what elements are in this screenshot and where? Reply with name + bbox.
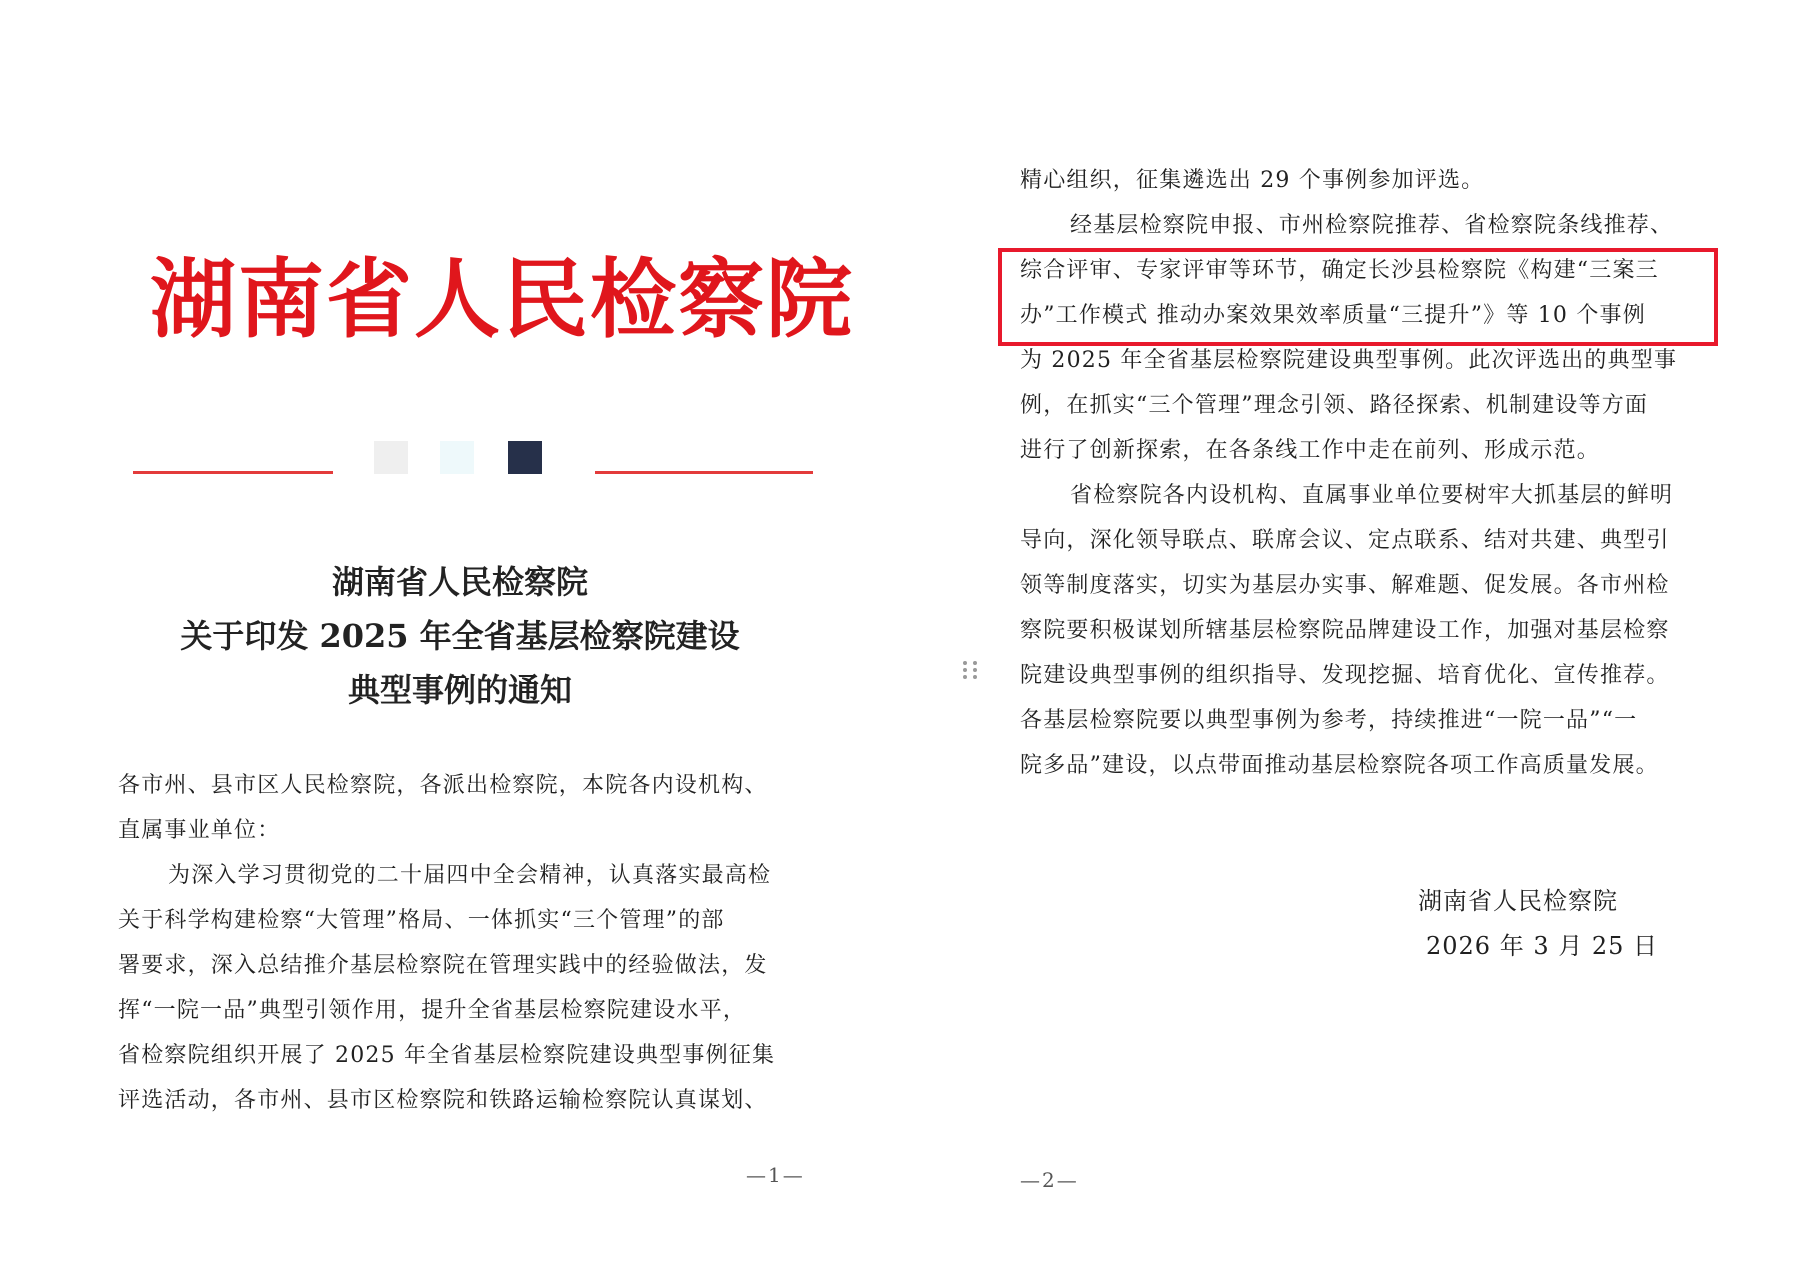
body-text-line: 省检察院组织开展了 2025 年全省基层检察院建设典型事例征集: [118, 1043, 776, 1068]
redacted-block: [508, 441, 542, 474]
document-title-line: 典型事例的通知: [347, 671, 572, 709]
document-title-line: 湖南省人民检察院: [331, 563, 588, 601]
signature-org: 湖南省人民检察院: [1418, 887, 1618, 915]
body-text-line: 省检察院各内设机构、直属事业单位要树牢大抓基层的鲜明: [1070, 483, 1674, 508]
body-text-line: 办”工作模式 推动办案效果效率质量“三提升”》等 10 个事例: [1020, 303, 1646, 328]
body-text-line: 院建设典型事例的组织指导、发现挖掘、培育优化、宣传推荐。: [1020, 663, 1670, 688]
header-red-rule-left: [133, 471, 333, 474]
drag-handle-icon[interactable]: [962, 660, 978, 688]
body-text-line: 署要求，深入总结推介基层检察院在管理实践中的经验做法，发: [118, 953, 768, 978]
body-text-line: 例，在抓实“三个管理”理念引领、路径探索、机制建设等方面: [1020, 393, 1649, 418]
body-text-line: 关于科学构建检察“大管理”格局、一体抓实“三个管理”的部: [118, 908, 725, 933]
body-text-line: 为深入学习贯彻党的二十届四中全会精神，认真落实最高检: [168, 863, 772, 888]
redacted-block: [374, 441, 408, 474]
red-highlight-box: [998, 248, 1718, 346]
page-number: —1—: [746, 1163, 805, 1187]
body-text-line: 进行了创新探索，在各条线工作中走在前列、形成示范。: [1020, 438, 1601, 463]
body-text-line: 各基层检察院要以典型事例为参考，持续推进“一院一品”“一: [1020, 708, 1638, 733]
document-title-line: 关于印发 2025 年全省基层检察院建设: [180, 617, 740, 655]
body-text-line: 经基层检察院申报、市州检察院推荐、省检察院条线推荐、: [1070, 213, 1674, 238]
header-red-rule-right: [595, 471, 813, 474]
body-text-line: 领等制度落实，切实为基层办实事、解难题、促发展。各市州检: [1020, 573, 1670, 598]
body-text-line: 综合评审、专家评审等环节，确定长沙县检察院《构建“三案三: [1020, 258, 1659, 283]
body-text-line: 挥“一院一品”典型引领作用，提升全省基层检察院建设水平，: [118, 998, 747, 1023]
header-org-title: 湖南省人民检察院: [150, 249, 854, 350]
body-text-line: 精心组织，征集遴选出 29 个事例参加评选。: [1020, 168, 1485, 193]
body-text-line: 导向，深化领导联点、联席会议、定点联系、结对共建、典型引: [1020, 528, 1670, 553]
body-text-line: 评选活动，各市州、县市区检察院和铁路运输检察院认真谋划、: [118, 1088, 768, 1113]
signature-date: 2026 年 3 月 25 日: [1426, 932, 1659, 960]
body-text-line: 各市州、县市区人民检察院，各派出检察院，本院各内设机构、: [118, 773, 768, 798]
body-text-line: 为 2025 年全省基层检察院建设典型事例。此次评选出的典型事: [1020, 348, 1678, 373]
redacted-block: [440, 441, 474, 474]
body-text-line: 察院要积极谋划所辖基层检察院品牌建设工作，加强对基层检察: [1020, 618, 1670, 643]
body-text-line: 院多品”建设，以点带面推动基层检察院各项工作高质量发展。: [1020, 753, 1659, 778]
body-text-line: 直属事业单位：: [118, 818, 281, 843]
page-number: —2—: [1020, 1168, 1079, 1192]
